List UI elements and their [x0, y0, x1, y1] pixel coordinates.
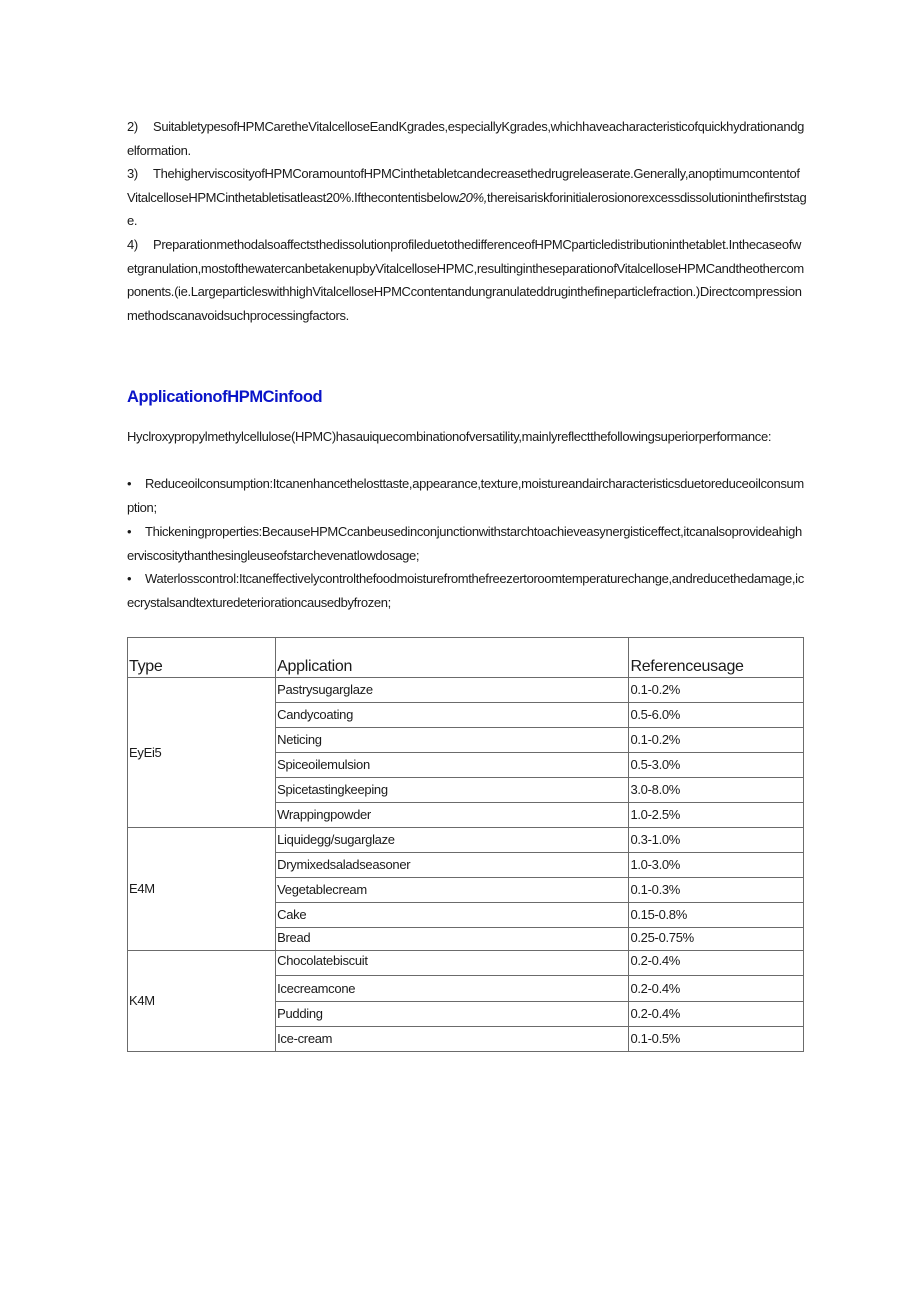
usage-cell: 0.3-1.0%: [629, 828, 804, 853]
usage-cell: 0.1-0.2%: [629, 678, 804, 703]
application-cell: Ice-cream: [276, 1027, 629, 1052]
usage-cell: 0.1-0.3%: [629, 878, 804, 903]
table-row: [128, 828, 804, 853]
bullet-item-thickening: [127, 520, 807, 567]
usage-table: [127, 637, 804, 1052]
bullet-text: Thickeningproperties:BecauseHPMCcanbeusedinconjunctionwithstarchtoachieveasynergisticeffect,itcanalsoprovideahigherviscositythanthesingleuseofstarchevenatlowdosage;: [127, 524, 802, 563]
section-heading: ApplicationofHPMCinfood: [127, 388, 323, 406]
paragraph-item-3: [127, 162, 807, 233]
application-cell: Pastrysugarglaze: [276, 678, 629, 703]
usage-cell: 0.15-0.8%: [629, 903, 804, 928]
paragraph-text: PreparationmethodalsoaffectsthedissolutionprofileduetothedifferenceofHPMCparticledistributioninthetablet.Inthecaseofwetgranulation,mostofthewatercanbetakenupbyVitalcelloseHPMC,resultingintheseparationofVitalcelloseHPMCandtheothercomponents.(ie.LargeparticleswithhighVitalcelloseHPMCcontentandungranulateddruginthefineparticlefraction.)Directcompressionmethodscanavoidsuchprocessingfactors.: [127, 237, 804, 324]
paragraph-text: ThehigherviscosityofHPMCoramountofHPMCinthetabletcandecreasethedrugreleaserate.Generally,anoptimumcontentofVitalcelloseHPMCinthetabletisatleast20%.Ifthecontentisbelow: [127, 166, 800, 205]
column-header-application: Application: [276, 638, 629, 678]
application-cell: Cake: [276, 903, 629, 928]
application-cell: Bread: [276, 928, 629, 951]
usage-cell: 0.25-0.75%: [629, 928, 804, 951]
table-row: [128, 678, 804, 703]
application-cell: Wrappingpowder: [276, 803, 629, 828]
paragraph-item-2: [127, 115, 807, 162]
bullet-icon: •: [127, 571, 132, 586]
usage-cell: 0.2-0.4%: [629, 976, 804, 1002]
application-cell: Neticing: [276, 728, 629, 753]
table-header-row: [128, 638, 804, 678]
application-cell: Liquidegg/sugarglaze: [276, 828, 629, 853]
application-cell: Candycoating: [276, 703, 629, 728]
bullet-icon: •: [127, 476, 132, 491]
bullet-item-oil: [127, 472, 807, 519]
usage-cell: 3.0-8.0%: [629, 778, 804, 803]
column-header-usage: Referenceusage: [629, 638, 804, 678]
usage-cell: 1.0-3.0%: [629, 853, 804, 878]
usage-cell: 0.2-0.4%: [629, 1002, 804, 1027]
paragraph-text: SuitabletypesofHPMCaretheVitalcelloseEandKgrades,especiallyKgrades,whichhaveacharacteristicofquickhydrationandgelformation.: [127, 119, 805, 158]
usage-cell: 0.2-0.4%: [629, 951, 804, 976]
column-header-type: Type: [128, 638, 276, 678]
item-number: 2): [127, 119, 138, 134]
usage-cell: 0.5-3.0%: [629, 753, 804, 778]
application-cell: Vegetablecream: [276, 878, 629, 903]
bullet-text: Waterlosscontrol:Itcaneffectivelycontrolthefoodmoisturefromthefreezertoroomtemperaturechange,andreducethedamage,icecrystalsandtexturedeteriorationcausedbyfrozen;: [127, 571, 804, 610]
section-intro: Hyclroxypropylmethylcellulose(HPMC)hasauiquecombinationofversatility,mainlyreflectthefollowingsuperiorperformance:: [127, 429, 772, 444]
application-cell: Spicetastingkeeping: [276, 778, 629, 803]
application-cell: Spiceoilemulsion: [276, 753, 629, 778]
item-number: 3): [127, 166, 138, 181]
usage-cell: 0.1-0.5%: [629, 1027, 804, 1052]
paragraph-item-4: [127, 233, 807, 328]
paragraph-text-continued: thereisariskforinitialerosionorexcessdissolutioninthefirststage.: [127, 189, 807, 229]
usage-cell: 0.5-6.0%: [629, 703, 804, 728]
type-cell: K4M: [128, 951, 276, 1052]
bullet-item-waterloss: [127, 567, 807, 614]
type-cell: E4M: [128, 828, 276, 951]
item-number: 4): [127, 237, 138, 252]
application-cell: Pudding: [276, 1002, 629, 1027]
paragraph-italic-text: 20%,: [458, 189, 487, 205]
bullet-icon: •: [127, 524, 132, 539]
bullet-text: Reduceoilconsumption:Itcanenhancethelosttaste,appearance,texture,moistureandaircharacteristicsduetoreduceoilconsumption;: [127, 476, 804, 515]
usage-cell: 0.1-0.2%: [629, 728, 804, 753]
usage-cell: 1.0-2.5%: [629, 803, 804, 828]
application-cell: Drymixedsaladseasoner: [276, 853, 629, 878]
application-cell: Chocolatebiscuit: [276, 951, 629, 976]
table-row: [128, 951, 804, 976]
application-cell: Icecreamcone: [276, 976, 629, 1002]
type-cell: EyEi5: [128, 678, 276, 828]
